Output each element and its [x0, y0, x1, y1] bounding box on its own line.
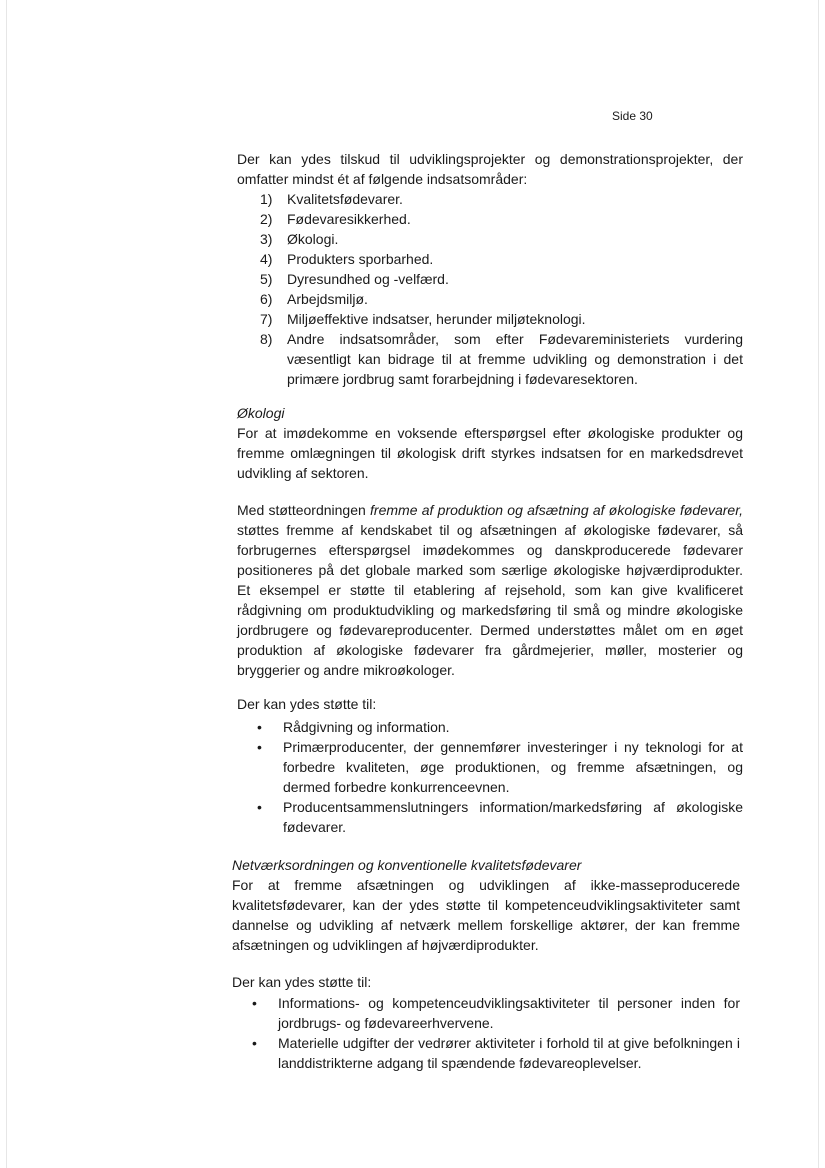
list-item: 4) Produkters sporbarhed.	[260, 251, 434, 267]
list-item: • Producentsammenslutningers information/markedsføring af økologiske fødevarer.	[237, 797, 743, 837]
intro-section	[237, 149, 743, 389]
list-item: 5) Dyresundhed og -velfærd.	[260, 271, 449, 287]
section-heading-netvaerk: Netværksordningen og konventionelle kvalitetsfødevarer	[232, 857, 582, 873]
netvaerk-paragraph: For at fremme afsætningen og udviklingen af ikke-masseproducerede kvalitetsfødevarer, kan der ydes støtte til kompetenceudviklingsaktiviteter samt dannelse og udvikling af netværk mellem forskellige aktører, der kan fremme afsætningen og udviklingen af højværdiprodukter.	[232, 877, 740, 953]
oekologi-section	[237, 403, 743, 483]
list-item: • Rådgivning og information.	[237, 717, 743, 737]
list-item: 8) Andre indsatsområder, som efter Fødevareministeriets vurdering væsentligt kan bidrage til at fremme udvikling og demonstration i det primære jordbrug samt forarbejdning i fødevaresektoren.	[260, 331, 743, 387]
oekologi-bullet-list	[237, 717, 743, 837]
oekologi-support	[237, 694, 743, 837]
list-item: • Informations- og kompetenceudviklingsaktiviteter til personer inden for jordbrugs- og fødevareerhvervene.	[232, 993, 740, 1033]
list-item: 6) Arbejdsmiljø.	[260, 291, 368, 307]
oekologi-paragraph-2: Med støtteordningen fremme af produktion og afsætning af økologiske fødevarer, støttes fremme af kendskabet til og afsætningen af økologiske fødevarer, så forbrugernes efterspørgsel imødekommes og danskproducerede fødevarer positioneres på det globale marked som særlige økologiske højværdiprodukter. Et eksempel er støtte til etablering af rejsehold, som kan give kvalificeret rådgivning om produktudvikling og markedsføring til små og mindre økologiske jordbrugere og fødevareproducenter. Dermed understøttes målet om en øget produktion af økologiske fødevarer fra gårdmejerier, møller, mosterier og bryggerier og andre mikroøkologer.	[237, 502, 744, 678]
focus-area-list	[237, 189, 743, 389]
netvaerk-support	[232, 972, 740, 1073]
scan-edge-left	[6, 0, 7, 1168]
page-number: Side 30	[612, 109, 653, 123]
list-item: 2) Fødevaresikkerhed.	[260, 211, 411, 227]
netvaerk-section	[232, 855, 740, 955]
support-intro: Der kan ydes støtte til:	[237, 696, 377, 712]
netvaerk-bullet-list	[232, 993, 740, 1073]
support-intro: Der kan ydes støtte til:	[232, 974, 372, 990]
list-item: 1) Kvalitetsfødevarer.	[260, 191, 403, 207]
section-heading-oekologi: Økologi	[237, 405, 285, 421]
list-item: • Primærproducenter, der gennemfører investeringer i ny teknologi for at forbedre kvaliteten, øge produktionen, og fremme afsætningen, og dermed forbedre konkurrenceevnen.	[237, 737, 743, 797]
list-item: 3) Økologi.	[260, 231, 339, 247]
list-item: 7) Miljøeffektive indsatser, herunder miljøteknologi.	[260, 311, 586, 327]
scan-edge-right	[818, 0, 819, 1168]
list-item: • Materielle udgifter der vedrører aktiviteter i forhold til at give befolkningen i landdistrikterne adgang til spændende fødevareoplevelser.	[232, 1033, 740, 1073]
scheme-name: fremme af produktion og afsætning af økologiske fødevarer,	[370, 502, 744, 518]
intro-paragraph: Der kan ydes tilskud til udviklingsprojekter og demonstrationsprojekter, der omfatter mindst ét af følgende indsatsområder:	[237, 151, 743, 187]
oekologi-paragraph-1: For at imødekomme en voksende efterspørgsel efter økologiske produkter og fremme omlægningen til økologisk drift styrkes indsatsen for en markedsdrevet udvikling af sektoren.	[237, 425, 743, 481]
